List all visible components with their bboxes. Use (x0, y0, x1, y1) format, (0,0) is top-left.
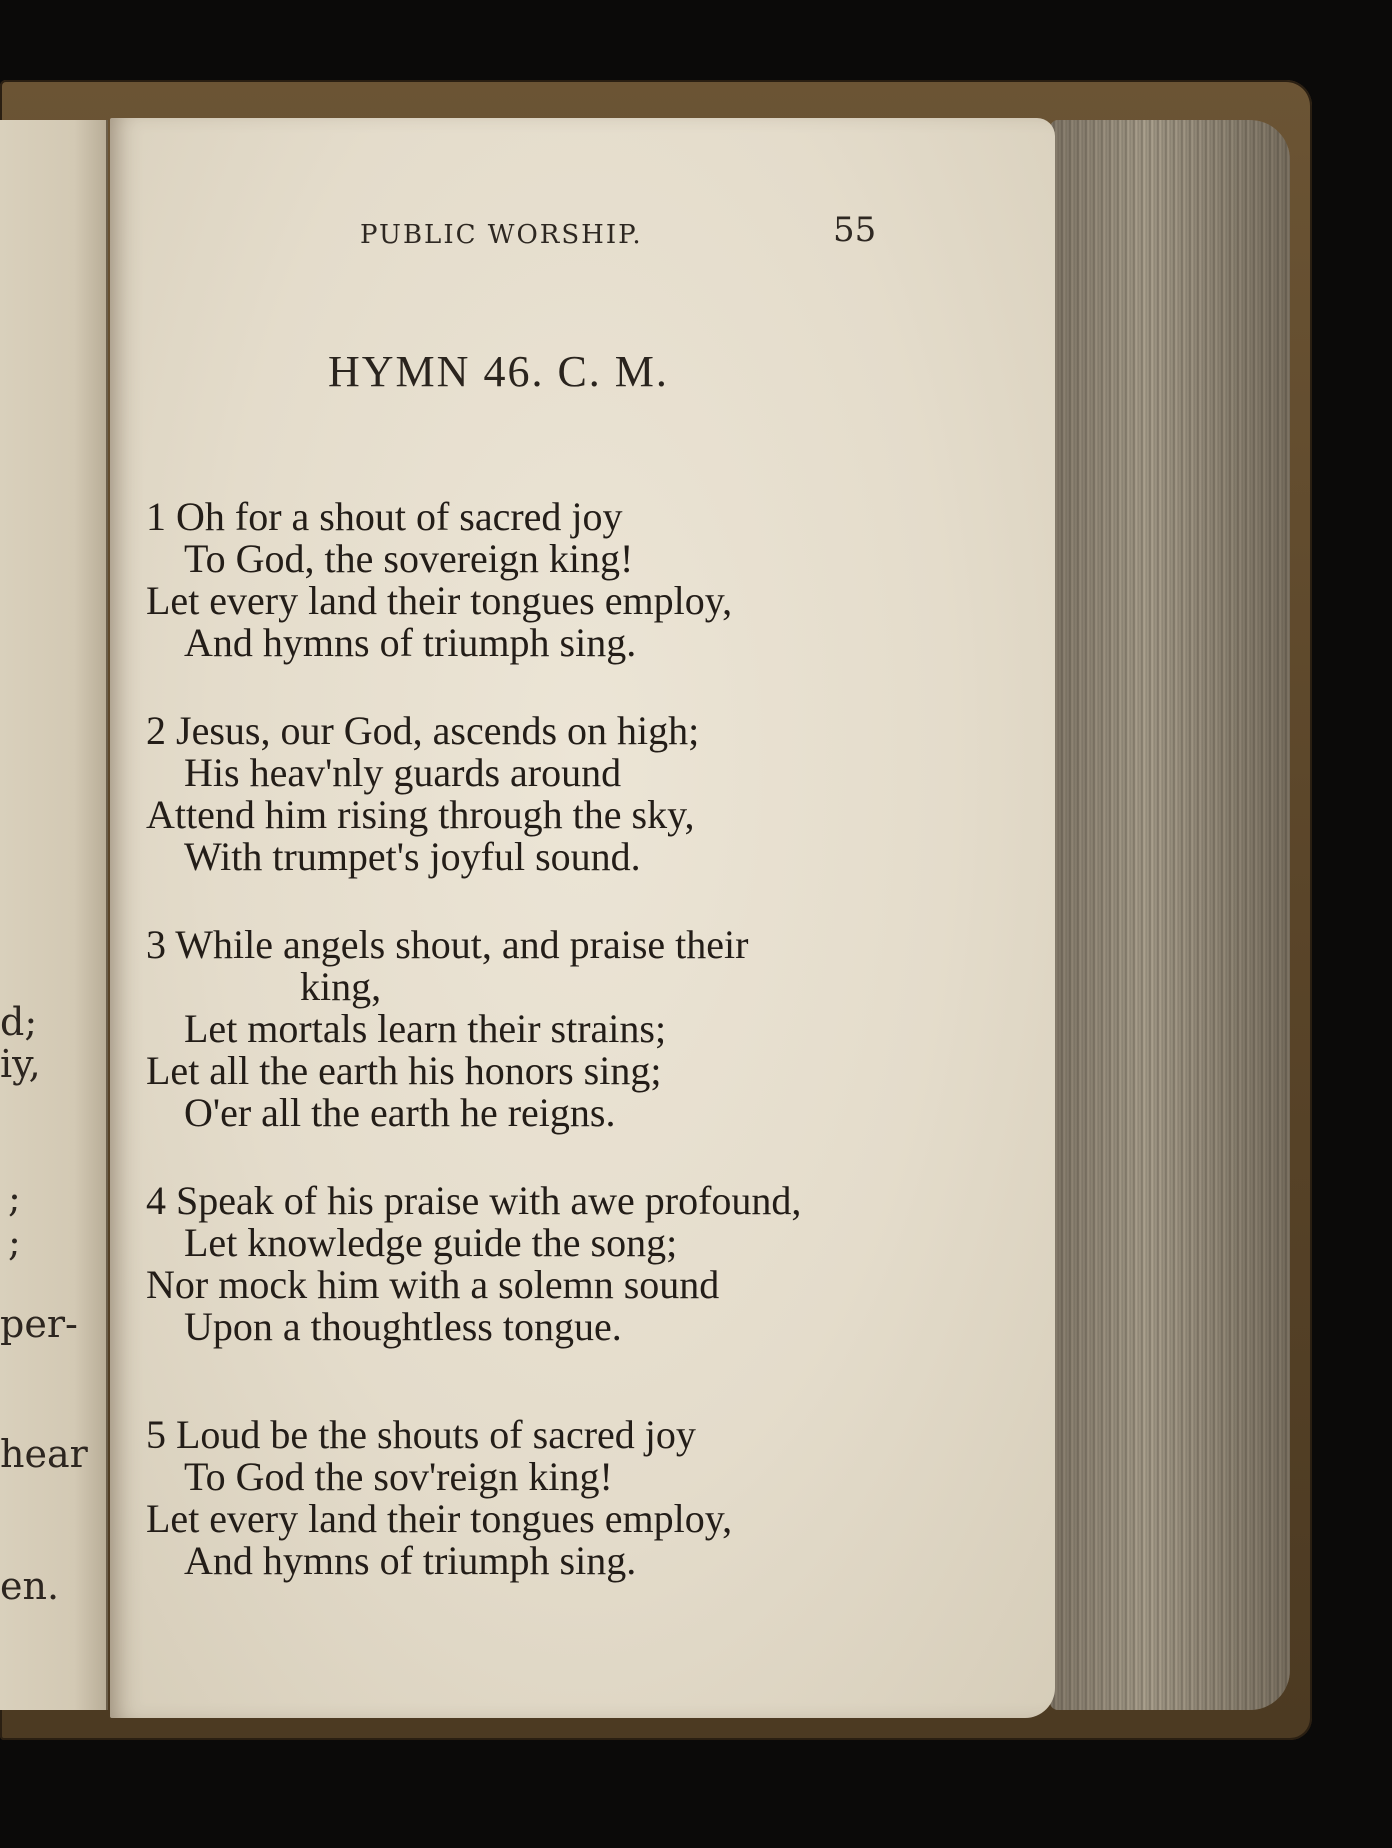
page-number: 55 (833, 210, 877, 250)
verse-line: Upon a thoughtless tongue. (184, 1304, 622, 1349)
verse-line: Nor mock him with a solemn sound (146, 1262, 720, 1307)
running-head: PUBLIC WORSHIP. (360, 220, 643, 250)
verse-line: king, (300, 964, 382, 1009)
stanza-1 (146, 496, 732, 664)
hymn-title: HYMN 46. C. M. (328, 347, 669, 396)
page-fore-edge-shade (1050, 120, 1290, 1710)
verse-line: His heav'nly guards around (184, 750, 622, 795)
left-fragment: en. (0, 1564, 60, 1608)
stanza-5 (146, 1414, 732, 1582)
verse-line: 1 Oh for a shout of sacred joy (146, 494, 623, 539)
verse-line: With trumpet's joyful sound. (184, 834, 641, 879)
verse-line: 3 While angels shout, and praise their (146, 922, 749, 967)
stanza-3 (146, 924, 748, 1134)
verse-line: And hymns of triumph sing. (184, 1538, 637, 1583)
verse-line: O'er all the earth he reigns. (184, 1090, 616, 1135)
verse-line: Attend him rising through the sky, (146, 792, 695, 837)
left-fragment: iy, (0, 1042, 41, 1086)
verse-line: 2 Jesus, our God, ascends on high; (146, 708, 700, 753)
verse-line: Let knowledge guide the song; (184, 1220, 678, 1265)
left-fragment: ; (8, 1220, 21, 1264)
verse-line: Let every land their tongues employ, (146, 578, 733, 623)
stanza-2 (146, 710, 699, 878)
verse-line: 4 Speak of his praise with awe profound, (146, 1178, 802, 1223)
stanza-4 (146, 1180, 801, 1348)
verse-line: And hymns of triumph sing. (184, 620, 637, 665)
left-fragment: per- (0, 1302, 78, 1346)
left-fragment: ; (8, 1176, 21, 1220)
left-fragment: d; (0, 1000, 38, 1044)
verse-line: Let all the earth his honors sing; (146, 1048, 662, 1093)
verse-line: 5 Loud be the shouts of sacred joy (146, 1412, 696, 1457)
left-fragment: hear (0, 1432, 88, 1476)
verse-line: Let mortals learn their strains; (184, 1006, 667, 1051)
verse-line: To God the sov'reign king! (184, 1454, 613, 1499)
verse-line: Let every land their tongues employ, (146, 1496, 733, 1541)
verse-line: To God, the sovereign king! (184, 536, 634, 581)
right-page (110, 118, 1055, 1718)
left-page (0, 120, 108, 1710)
